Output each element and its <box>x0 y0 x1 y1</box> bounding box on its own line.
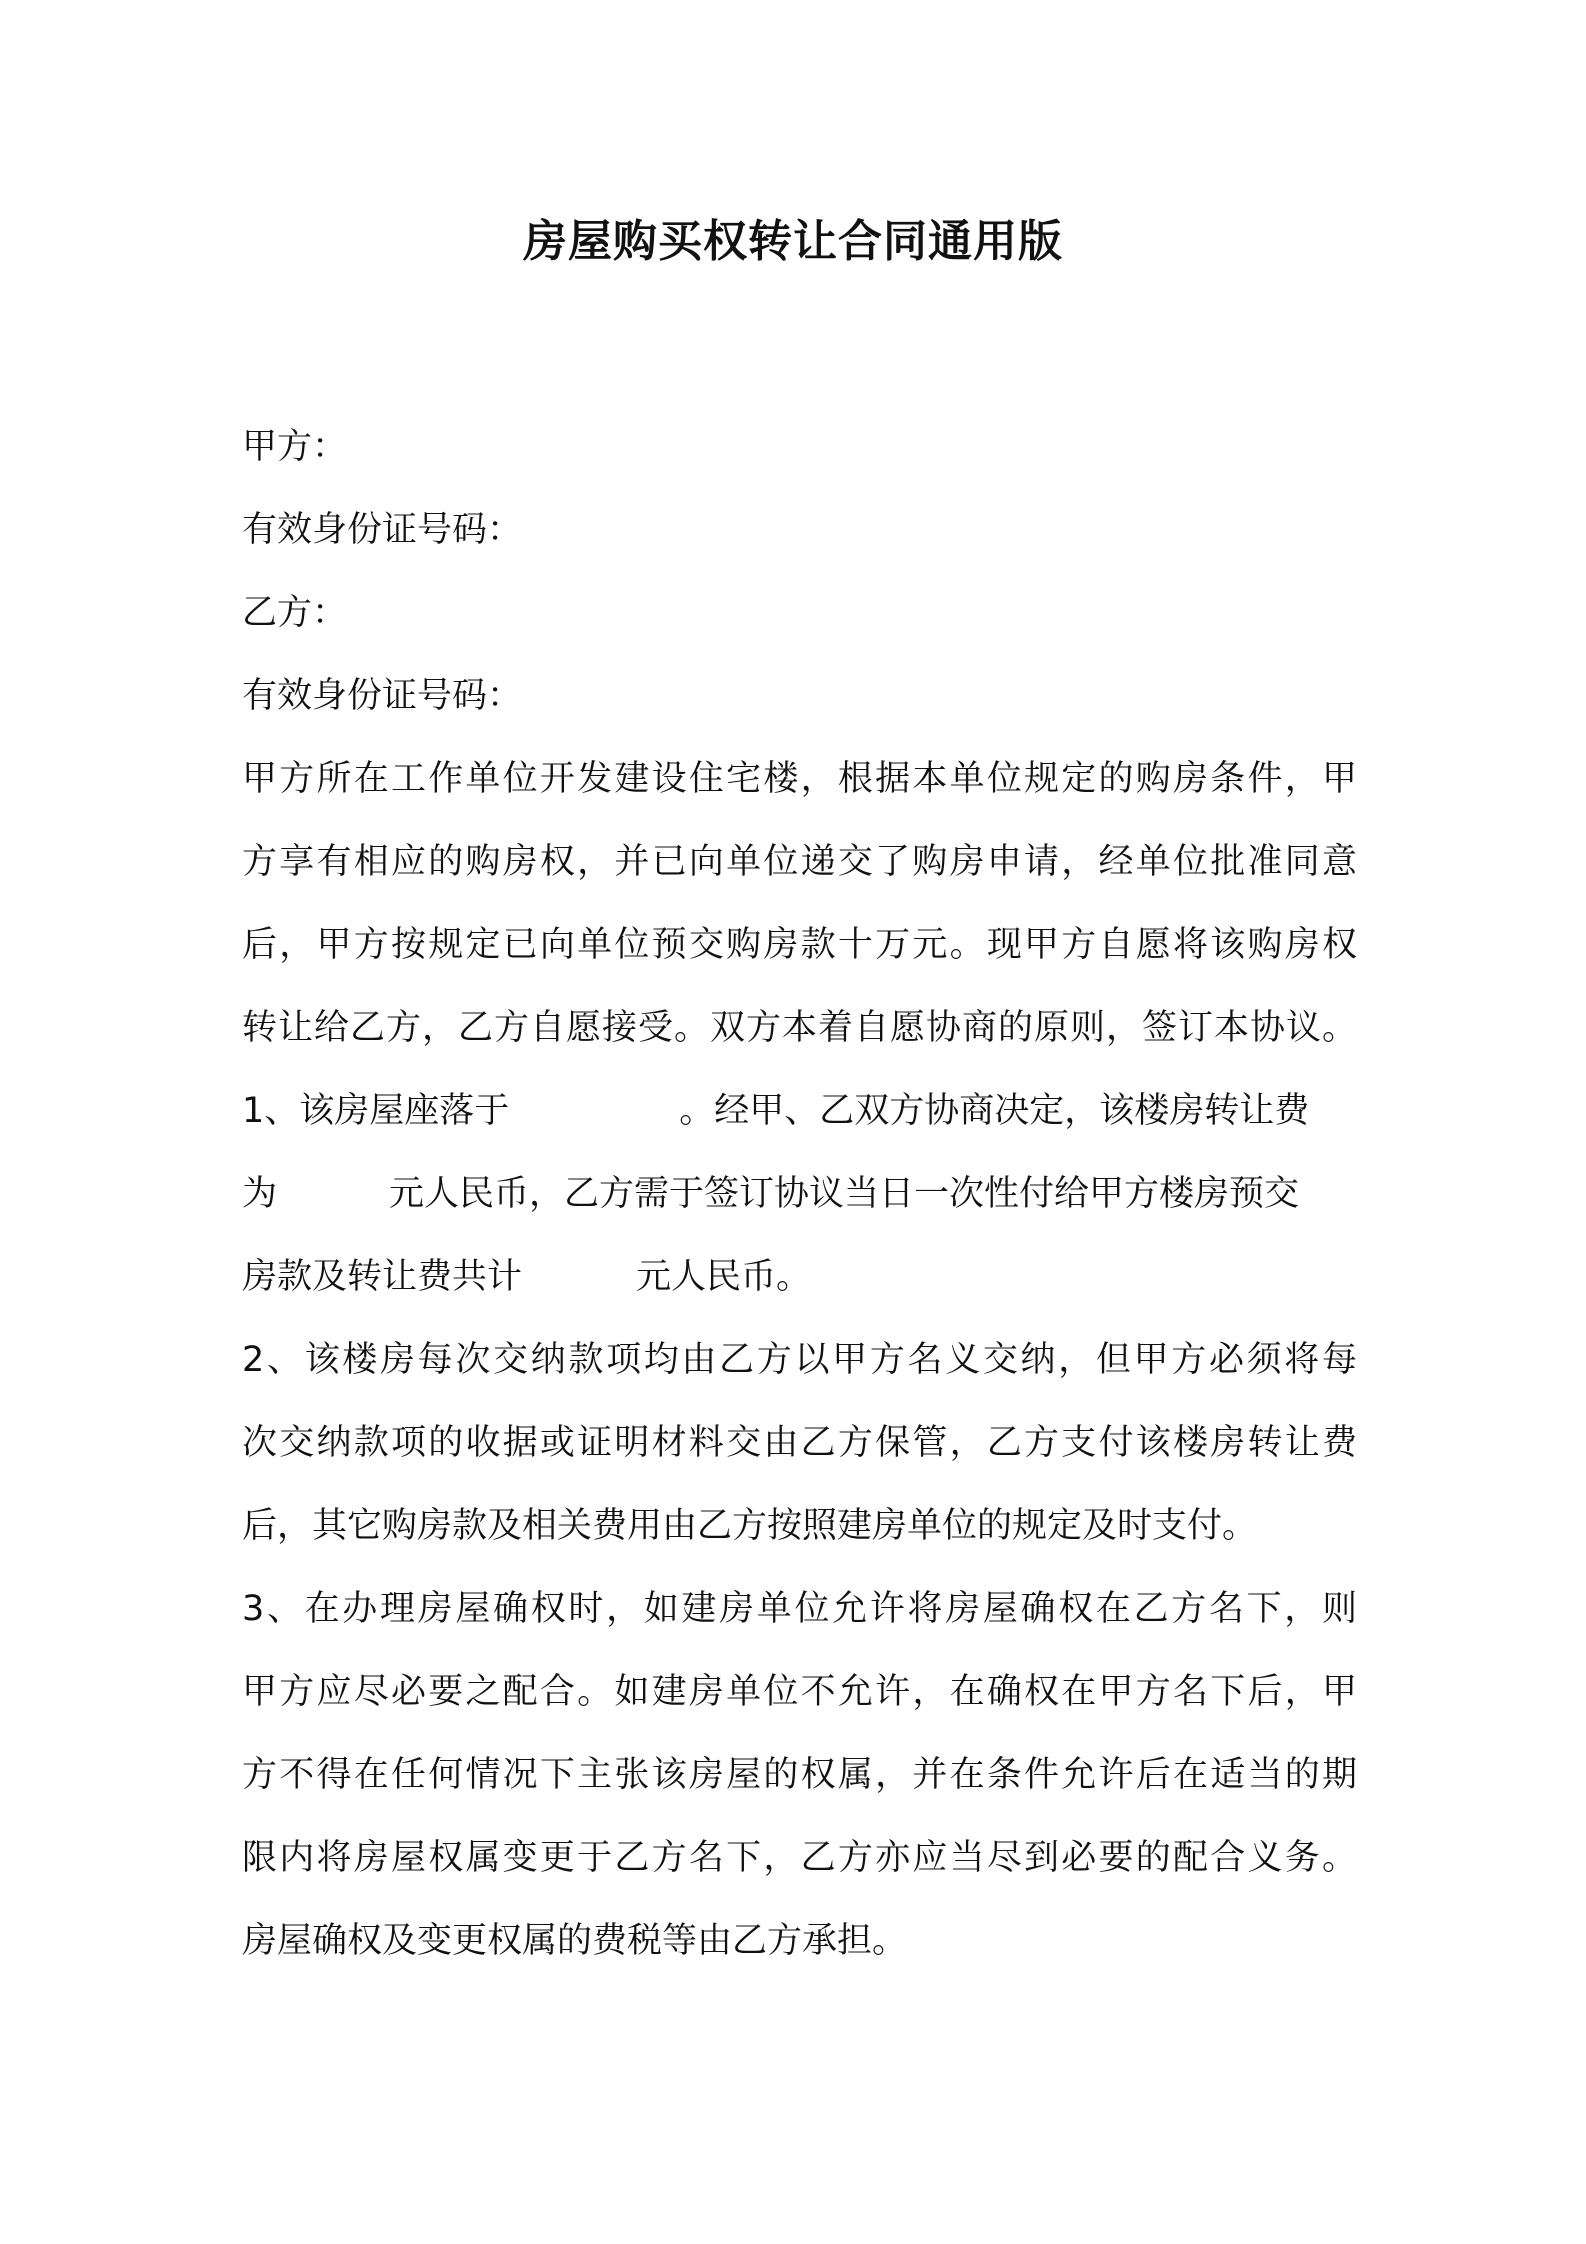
clause1-text: 为 <box>242 1174 278 1214</box>
clause1-text: 1、该房屋座落于 <box>242 1091 510 1131</box>
document-title: 房屋购买权转让合同通用版 <box>523 216 1063 267</box>
clause1-text: 元人民币，乙方需于签订协议当日一次性付给甲方楼房预交 <box>389 1174 1300 1214</box>
clause1-line <box>242 1236 1357 1319</box>
clause1-line <box>242 1153 1357 1236</box>
clause1-text: 。经甲、乙双方协商决定，该楼房转让费 <box>679 1091 1310 1131</box>
clause3-line: 方不得在任何情况下主张该房屋的权属，并在条件允许后在适当的期 <box>242 1755 1357 1795</box>
clause3-line: 限内将房屋权属变更于乙方名下，乙方亦应当尽到必要的配合义务。 <box>242 1838 1357 1878</box>
party-b-id-label: 有效身份证号码： <box>242 676 523 716</box>
intro-line: 甲方所在工作单位开发建设住宅楼，根据本单位规定的购房条件，甲 <box>242 759 1357 799</box>
clause2-line: 2、该楼房每次交纳款项均由乙方以甲方名义交纳，但甲方必须将每 <box>242 1340 1357 1380</box>
intro-line: 方享有相应的购房权，并已向单位递交了购房申请，经单位批准同意 <box>242 842 1357 882</box>
clause1-line <box>242 1070 1357 1153</box>
clause3-line: 3、在办理房屋确权时，如建房单位允许将房屋确权在乙方名下，则 <box>242 1589 1357 1629</box>
clause3-line: 甲方应尽必要之配合。如建房单位不允许，在确权在甲方名下后，甲 <box>242 1672 1357 1712</box>
party-a-id-label: 有效身份证号码： <box>242 510 523 550</box>
document-body <box>242 406 1357 1983</box>
clause1-text: 元人民币。 <box>636 1257 812 1297</box>
intro-line: 后，甲方按规定已向单位预交购房款十万元。现甲方自愿将该购房权 <box>242 925 1357 965</box>
clause3-line: 房屋确权及变更权属的费税等由乙方承担。 <box>242 1921 908 1961</box>
intro-line: 转让给乙方，乙方自愿接受。双方本着自愿协商的原则，签订本协议。 <box>242 1008 1357 1048</box>
clause2-line: 次交纳款项的收据或证明材料交由乙方保管，乙方支付该楼房转让费 <box>242 1423 1357 1463</box>
clause1-text: 房款及转让费共计 <box>242 1257 523 1297</box>
party-b-label: 乙方： <box>242 593 348 633</box>
party-a-label: 甲方： <box>242 427 348 467</box>
clause2-line: 后，其它购房款及相关费用由乙方按照建房单位的规定及时支付。 <box>242 1506 1258 1546</box>
